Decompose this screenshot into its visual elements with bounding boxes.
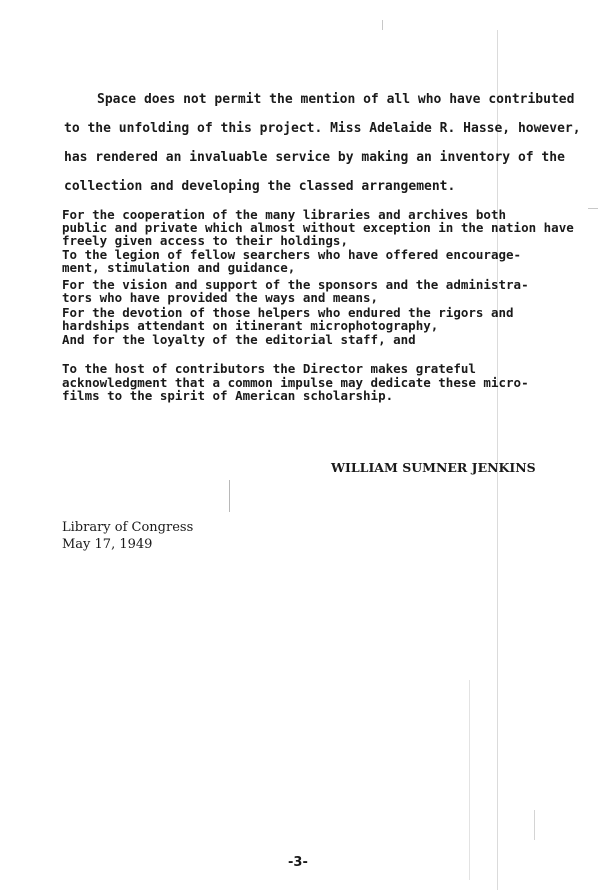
scan-speck xyxy=(588,208,598,209)
scan-speck xyxy=(382,20,383,30)
date-line: May 17, 1949 xyxy=(62,537,153,552)
page-number: -3- xyxy=(288,855,308,870)
ack-line: ment, stimulation and guidance, xyxy=(62,260,296,275)
ack-line: For the vision and support of the sponsors and the administra- xyxy=(62,277,529,292)
place-line: Library of Congress xyxy=(62,520,194,535)
ack-line: public and private which almost without exception in the nation have xyxy=(62,220,574,235)
scan-line-mid xyxy=(229,480,230,512)
ack-line: hardships attendant on itinerant microphotography, xyxy=(62,318,439,333)
ack-line: And for the loyalty of the editorial staff, and xyxy=(62,332,416,347)
closing-line: films to the spirit of American scholarship. xyxy=(62,388,394,403)
ack-line: For the devotion of those helpers who endured the rigors and xyxy=(62,305,514,320)
closing-line: acknowledgment that a common impulse may dedicate these micro- xyxy=(62,375,529,390)
ack-line: To the legion of fellow searchers who have offered encourage- xyxy=(62,247,522,262)
intro-line: to the unfolding of this project. Miss Adelaide R. Hasse, however, xyxy=(64,121,581,136)
scan-line-lower xyxy=(469,680,470,880)
scan-line-corner xyxy=(534,810,535,840)
intro-line: collection and developing the classed arrangement. xyxy=(64,179,456,194)
signature: WILLIAM SUMNER JENKINS xyxy=(331,460,536,475)
intro-line: Space does not permit the mention of all who have contributed xyxy=(97,92,575,107)
ack-line: tors who have provided the ways and means, xyxy=(62,290,379,305)
intro-line: has rendered an invaluable service by making an inventory of the xyxy=(64,150,565,165)
ack-line: For the cooperation of the many libraries and archives both xyxy=(62,207,507,222)
closing-line: To the host of contributors the Director makes grateful xyxy=(62,361,476,376)
ack-line: freely given access to their holdings, xyxy=(62,233,348,248)
